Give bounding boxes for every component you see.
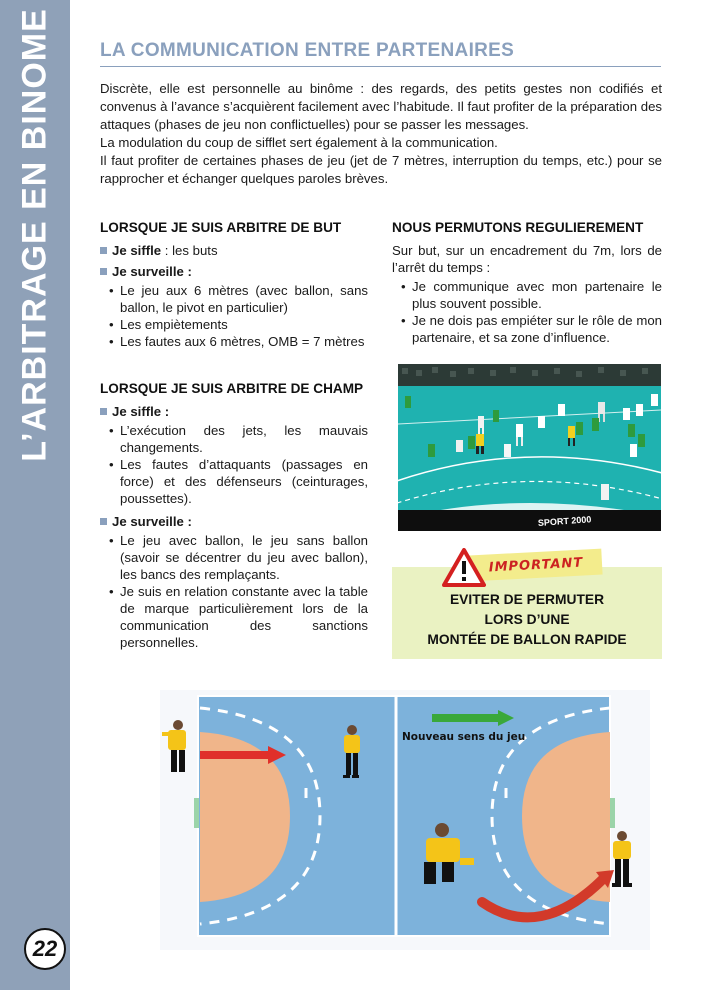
watch-label: Je surveille [112,514,184,529]
court-referee-section [100,380,368,657]
whistle-text: : les buts [161,243,218,258]
intro-paragraph: Il faut profiter de certaines phases de jeu (jet de 7 mètres, interruption du temps, etc.) pour se rapprocher et échanger quelques paroles brèves. [100,153,662,186]
important-line: EVITER DE PERMUTER [449,592,605,607]
goal-watch-list [100,282,368,350]
goal-referee-section [100,219,368,356]
list-item: • Les fautes aux 6 mètres, OMB = 7 mètres [100,333,368,350]
permute-section [392,219,662,352]
bullet-square-icon [100,408,107,415]
bullet-square-icon [100,247,107,254]
watch-label: Je surveille [112,264,184,279]
list-item: • Le jeu aux 6 mètres (avec ballon, sans ballon, le pivot en particulier) [100,282,368,316]
court-whistle-list [100,422,368,507]
intro-paragraph: Discrète, elle est personnelle au binôme : des regards, des petits gestes non codifiés et convenus à l’avance s’acquièrent facilement avec l’habitude. Il faut profiter de la préparation des attaques (phases de jeu non conflictuelles) pour se passer les messages. [100,81,662,132]
permute-text: Sur but, sur un encadrement du 7m, lors de l’arrêt du temps : [392,243,662,275]
bullet-square-icon [100,268,107,275]
court-diagram [160,690,650,950]
whistle-label: Je siffle [112,404,162,419]
page-number: 22 [24,928,66,970]
sidebar [0,0,70,990]
permute-heading: NOUS PERMUTONS REGULIEREMENT [392,220,644,235]
goal-referee-heading: LORSQUE JE SUIS ARBITRE DE BUT [100,220,342,235]
intro-paragraph: La modulation du coup de sifflet sert également à la communication. [100,135,498,150]
handball-match-photo [398,364,661,531]
new-direction-label: Nouveau sens du jeu [402,731,526,743]
important-text [392,590,662,650]
list-item: • Je communique avec mon partenaire le plus souvent possible. [392,278,662,312]
important-line: LORS D’UNE [484,612,570,627]
chapter-title: L’ARBITRAGE EN BINOME [15,8,54,462]
list-item: • Les fautes d’attaquants (passages en force) et des défenseurs (ceinturages, poussettes). [100,456,368,507]
bullet-square-icon [100,518,107,525]
intro-text [100,80,662,188]
list-item: • L’exécution des jets, les mauvais changements. [100,422,368,456]
watch-colon: : [183,514,192,529]
court-watch-list [100,532,368,651]
important-banner: IMPORTANT [469,549,602,582]
watch-colon: : [183,264,192,279]
section-title: LA COMMUNICATION ENTRE PARTENAIRES [100,40,515,61]
permute-list [392,278,662,346]
warning-triangle-icon [442,548,486,588]
whistle-label: Je siffle [112,243,162,258]
title-underline [100,66,661,67]
list-item: • Je suis en relation constante avec la table de marque particulièrement lors de la communication des sanctions personnelles. [100,583,368,651]
whistle-colon: : [161,404,170,419]
list-item: • Les empiètements [100,316,368,333]
photo-banner: SPORT 2000 [537,514,592,528]
right-goal [610,798,615,828]
left-goal [194,798,199,828]
list-item: • Je ne dois pas empiéter sur le rôle de mon partenaire, et sa zone d’influence. [392,312,662,346]
list-item: • Le jeu avec ballon, le jeu sans ballon (savoir se décentrer du jeu avec ballon), les bancs des remplaçants. [100,532,368,583]
court-referee-heading: LORSQUE JE SUIS ARBITRE DE CHAMP [100,381,364,396]
important-line: MONTÉE DE BALLON RAPIDE [427,632,627,647]
